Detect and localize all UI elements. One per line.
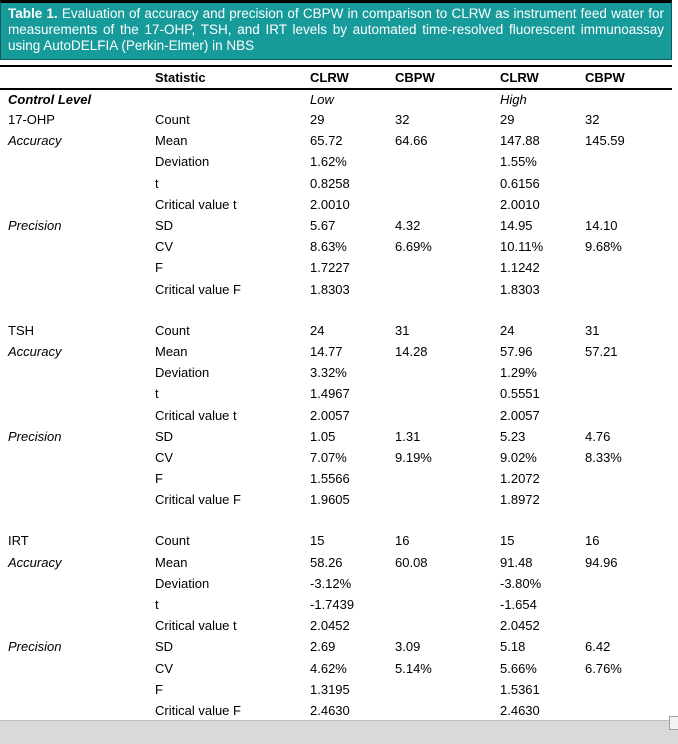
empty-label-cell bbox=[0, 173, 147, 194]
value-cell: 2.0057 bbox=[310, 407, 350, 423]
value-cell: 14.95 bbox=[500, 218, 533, 234]
empty-label-cell bbox=[0, 151, 147, 172]
value-cell: 2.0057 bbox=[500, 407, 540, 423]
table-row bbox=[0, 489, 672, 510]
value-cell: 8.63% bbox=[310, 239, 347, 255]
value-cell: 2.0010 bbox=[310, 196, 350, 212]
value-cell: 1.8303 bbox=[310, 281, 350, 297]
table-row bbox=[0, 447, 672, 468]
value-cell: 3.32% bbox=[310, 365, 347, 381]
value-cell: 8.33% bbox=[585, 449, 622, 465]
value-cell: 1.4967 bbox=[310, 386, 350, 402]
empty-label-cell bbox=[0, 383, 147, 404]
column-header-empty bbox=[0, 66, 147, 89]
value-cell bbox=[577, 615, 672, 636]
statistic-cell: t bbox=[155, 386, 159, 402]
value-cell bbox=[577, 573, 672, 594]
empty-label-cell bbox=[0, 489, 147, 510]
statistic-cell: Critical value F bbox=[155, 492, 241, 508]
value-cell bbox=[387, 362, 492, 383]
value-cell: 145.59 bbox=[585, 133, 625, 149]
table-caption-label: Table 1. bbox=[8, 6, 58, 21]
value-cell: 31 bbox=[585, 322, 600, 338]
value-cell: -1.654 bbox=[500, 597, 537, 613]
table-row bbox=[0, 615, 672, 636]
statistic-cell: Count bbox=[155, 322, 190, 338]
value-cell: 29 bbox=[500, 112, 515, 128]
value-cell bbox=[577, 173, 672, 194]
table-row bbox=[0, 362, 672, 383]
value-cell bbox=[577, 151, 672, 172]
table-row bbox=[0, 552, 672, 573]
statistics-table bbox=[0, 65, 672, 721]
section-spacer-row bbox=[0, 510, 672, 530]
value-cell bbox=[577, 468, 672, 489]
statistic-cell: Deviation bbox=[155, 575, 210, 591]
group-label: Precision bbox=[8, 218, 62, 234]
control-level-label: Control Level bbox=[8, 92, 92, 107]
value-cell bbox=[387, 679, 492, 700]
statistic-cell: Critical value t bbox=[155, 407, 237, 423]
value-cell: 9.19% bbox=[395, 449, 432, 465]
table-header-row bbox=[0, 66, 672, 89]
value-cell: 2.69 bbox=[310, 639, 336, 655]
value-cell: 29 bbox=[310, 112, 325, 128]
table-caption bbox=[0, 0, 672, 60]
empty-label-cell bbox=[0, 362, 147, 383]
statistic-cell: F bbox=[155, 260, 163, 276]
statistic-cell: Mean bbox=[155, 554, 188, 570]
table-row bbox=[0, 215, 672, 236]
statistic-cell: Deviation bbox=[155, 154, 210, 170]
value-cell bbox=[387, 383, 492, 404]
group-label: Precision bbox=[8, 428, 62, 444]
value-cell: 7.07% bbox=[310, 449, 347, 465]
value-cell bbox=[577, 362, 672, 383]
value-cell: 2.0452 bbox=[310, 618, 350, 634]
statistic-cell: Critical value F bbox=[155, 281, 241, 297]
section-spacer-row bbox=[0, 300, 672, 320]
table-row bbox=[0, 257, 672, 278]
empty-label-cell bbox=[0, 468, 147, 489]
value-cell: 16 bbox=[585, 533, 600, 549]
empty-label-cell bbox=[0, 257, 147, 278]
statistic-cell: F bbox=[155, 471, 163, 487]
value-cell: 60.08 bbox=[395, 554, 428, 570]
statistic-cell: CV bbox=[155, 660, 174, 676]
empty-label-cell bbox=[0, 573, 147, 594]
analyte-label: TSH bbox=[8, 322, 34, 338]
group-label: Precision bbox=[8, 639, 62, 655]
empty-label-cell bbox=[0, 279, 147, 300]
value-cell: 31 bbox=[395, 322, 410, 338]
value-cell bbox=[387, 573, 492, 594]
value-cell: 24 bbox=[310, 322, 325, 338]
table-caption-text: Evaluation of accuracy and precision of CBPW in comparison to CLRW as instrument feed water for measurements of the 17-OHP, TSH, and IRT levels by automated time-resolved fluorescent immunoassay using AutoDELFIA (Perkin-Elmer) in NBS bbox=[8, 6, 664, 53]
value-cell bbox=[387, 173, 492, 194]
statistic-cell: Deviation bbox=[155, 365, 210, 381]
control-level-value bbox=[577, 89, 672, 109]
value-cell: 6.42 bbox=[585, 639, 611, 655]
empty-label-cell bbox=[0, 679, 147, 700]
table-row bbox=[0, 130, 672, 151]
table-row bbox=[0, 530, 672, 551]
column-header-clrw-high: CLRW bbox=[500, 70, 539, 85]
statistic-cell: t bbox=[155, 175, 159, 191]
value-cell bbox=[387, 489, 492, 510]
value-cell: -3.80% bbox=[500, 575, 542, 591]
analyte-label: IRT bbox=[8, 533, 29, 549]
value-cell: 5.67 bbox=[310, 218, 336, 234]
value-cell: 6.76% bbox=[585, 660, 622, 676]
value-cell: 1.05 bbox=[310, 428, 336, 444]
statistic-cell: SD bbox=[155, 639, 174, 655]
table-row bbox=[0, 194, 672, 215]
value-cell: 10.11% bbox=[500, 239, 544, 255]
value-cell: 2.4630 bbox=[500, 702, 540, 718]
value-cell bbox=[387, 615, 492, 636]
value-cell bbox=[577, 279, 672, 300]
value-cell: 14.77 bbox=[310, 343, 343, 359]
value-cell: 1.29% bbox=[500, 365, 537, 381]
value-cell: 1.7227 bbox=[310, 260, 350, 276]
statistic-cell: Count bbox=[155, 112, 190, 128]
value-cell: 64.66 bbox=[395, 133, 428, 149]
footer-scroll-area[interactable] bbox=[0, 720, 678, 744]
statistic-cell: Mean bbox=[155, 133, 188, 149]
analyte-label: 17-OHP bbox=[8, 112, 55, 128]
column-header-cbpw-low: CBPW bbox=[395, 70, 435, 85]
control-level-value: High bbox=[500, 92, 527, 107]
table-row bbox=[0, 341, 672, 362]
value-cell: 65.72 bbox=[310, 133, 343, 149]
statistic-cell: Critical value t bbox=[155, 618, 237, 634]
table-row bbox=[0, 426, 672, 447]
value-cell: -3.12% bbox=[310, 575, 352, 591]
value-cell: 1.8972 bbox=[500, 492, 540, 508]
value-cell: 4.62% bbox=[310, 660, 347, 676]
table-row bbox=[0, 468, 672, 489]
value-cell: 1.5566 bbox=[310, 471, 350, 487]
value-cell: 3.09 bbox=[395, 639, 421, 655]
value-cell: 2.4630 bbox=[310, 702, 350, 718]
statistic-cell: CV bbox=[155, 449, 174, 465]
value-cell: 9.68% bbox=[585, 239, 622, 255]
control-level-value bbox=[387, 89, 492, 109]
value-cell: 1.1242 bbox=[500, 260, 540, 276]
value-cell: 0.5551 bbox=[500, 386, 540, 402]
value-cell: 15 bbox=[310, 533, 325, 549]
value-cell: 1.2072 bbox=[500, 471, 540, 487]
value-cell: 14.28 bbox=[395, 343, 428, 359]
table-row bbox=[0, 151, 672, 172]
value-cell: 57.21 bbox=[585, 343, 618, 359]
value-cell bbox=[387, 151, 492, 172]
value-cell: 9.02% bbox=[500, 449, 537, 465]
table-row bbox=[0, 236, 672, 257]
control-level-statistic-cell bbox=[147, 89, 302, 109]
value-cell: 24 bbox=[500, 322, 515, 338]
empty-label-cell bbox=[0, 615, 147, 636]
value-cell: 32 bbox=[395, 112, 410, 128]
table-row bbox=[0, 173, 672, 194]
value-cell: 1.31 bbox=[395, 428, 421, 444]
statistic-cell: SD bbox=[155, 218, 174, 234]
table-row bbox=[0, 700, 672, 721]
empty-label-cell bbox=[0, 194, 147, 215]
value-cell: 15 bbox=[500, 533, 515, 549]
value-cell bbox=[577, 489, 672, 510]
group-label: Accuracy bbox=[8, 343, 62, 359]
column-header-statistic: Statistic bbox=[155, 70, 206, 85]
value-cell bbox=[387, 257, 492, 278]
table-row bbox=[0, 658, 672, 679]
value-cell: 14.10 bbox=[585, 218, 618, 234]
value-cell bbox=[387, 279, 492, 300]
value-cell bbox=[577, 700, 672, 721]
table-row bbox=[0, 594, 672, 615]
empty-label-cell bbox=[0, 447, 147, 468]
resize-handle[interactable] bbox=[669, 716, 678, 730]
value-cell bbox=[577, 594, 672, 615]
empty-label-cell bbox=[0, 700, 147, 721]
value-cell bbox=[577, 679, 672, 700]
statistic-cell: Critical value t bbox=[155, 196, 237, 212]
empty-label-cell bbox=[0, 236, 147, 257]
value-cell: 91.48 bbox=[500, 554, 533, 570]
table-row bbox=[0, 636, 672, 657]
value-cell: 5.18 bbox=[500, 639, 526, 655]
table-row bbox=[0, 679, 672, 700]
value-cell: 147.88 bbox=[500, 133, 540, 149]
value-cell: 2.0452 bbox=[500, 618, 540, 634]
column-header-cbpw-high: CBPW bbox=[585, 70, 625, 85]
value-cell: 6.69% bbox=[395, 239, 432, 255]
control-level-value: Low bbox=[310, 92, 334, 107]
value-cell bbox=[577, 257, 672, 278]
value-cell: 4.76 bbox=[585, 428, 611, 444]
table-row bbox=[0, 109, 672, 130]
value-cell bbox=[387, 594, 492, 615]
value-cell: 1.62% bbox=[310, 154, 347, 170]
spacer-cell bbox=[0, 510, 672, 530]
table-row bbox=[0, 383, 672, 404]
value-cell bbox=[577, 383, 672, 404]
value-cell: 0.6156 bbox=[500, 175, 540, 191]
value-cell: 1.9605 bbox=[310, 492, 350, 508]
empty-label-cell bbox=[0, 404, 147, 425]
value-cell bbox=[387, 404, 492, 425]
value-cell: 5.66% bbox=[500, 660, 537, 676]
value-cell bbox=[387, 468, 492, 489]
statistic-cell: SD bbox=[155, 428, 174, 444]
value-cell: 94.96 bbox=[585, 554, 618, 570]
control-level-row bbox=[0, 89, 672, 109]
value-cell: 32 bbox=[585, 112, 600, 128]
statistic-cell: Count bbox=[155, 533, 190, 549]
table-row bbox=[0, 320, 672, 341]
value-cell: 58.26 bbox=[310, 554, 343, 570]
group-label: Accuracy bbox=[8, 133, 62, 149]
column-header-clrw-low: CLRW bbox=[310, 70, 349, 85]
value-cell: 2.0010 bbox=[500, 196, 540, 212]
value-cell bbox=[577, 194, 672, 215]
value-cell: 0.8258 bbox=[310, 175, 350, 191]
statistic-cell: Critical value F bbox=[155, 702, 241, 718]
spacer-cell bbox=[0, 300, 672, 320]
value-cell: 16 bbox=[395, 533, 410, 549]
value-cell bbox=[577, 404, 672, 425]
value-cell: 1.3195 bbox=[310, 681, 350, 697]
value-cell: 1.5361 bbox=[500, 681, 540, 697]
statistic-cell: Mean bbox=[155, 343, 188, 359]
statistic-cell: F bbox=[155, 681, 163, 697]
table-row bbox=[0, 573, 672, 594]
empty-label-cell bbox=[0, 594, 147, 615]
table-row bbox=[0, 404, 672, 425]
table-row bbox=[0, 279, 672, 300]
value-cell bbox=[387, 700, 492, 721]
value-cell bbox=[387, 194, 492, 215]
value-cell: 5.14% bbox=[395, 660, 432, 676]
value-cell: -1.7439 bbox=[310, 597, 355, 613]
empty-label-cell bbox=[0, 658, 147, 679]
value-cell: 1.8303 bbox=[500, 281, 540, 297]
statistic-cell: CV bbox=[155, 239, 174, 255]
value-cell: 5.23 bbox=[500, 428, 526, 444]
group-label: Accuracy bbox=[8, 554, 62, 570]
value-cell: 57.96 bbox=[500, 343, 533, 359]
value-cell: 1.55% bbox=[500, 154, 537, 170]
statistic-cell: t bbox=[155, 597, 159, 613]
value-cell: 4.32 bbox=[395, 218, 421, 234]
